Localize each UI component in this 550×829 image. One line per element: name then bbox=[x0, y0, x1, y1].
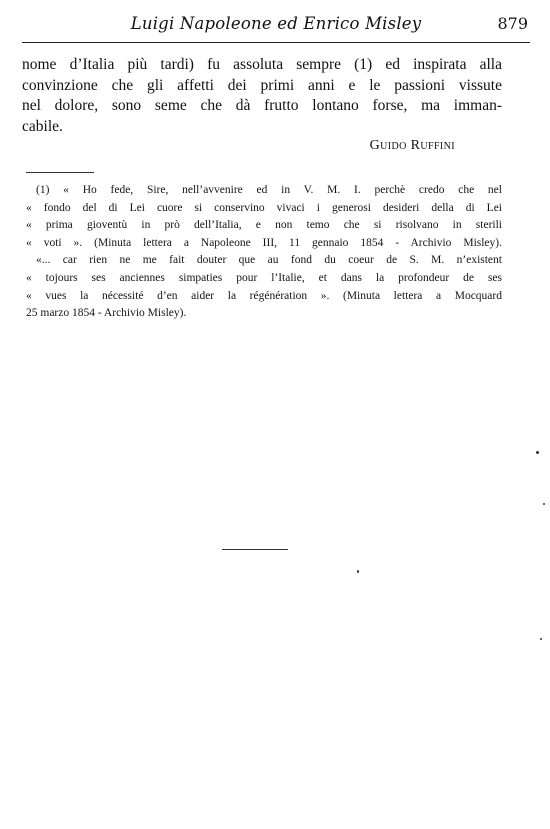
footnote-line: 25 marzo 1854 - Archivio Misley). bbox=[26, 307, 187, 320]
footnote-line: « voti ». (Minuta lettera a Napoleone III, 11 gennaio 1854 - Archivio Misley). bbox=[26, 236, 502, 249]
running-title: Luigi Napoleone ed Enrico Misley bbox=[130, 14, 422, 33]
scan-speck bbox=[536, 451, 539, 454]
body-line: convinzione che gli affetti dei primi anni e le passioni vissute bbox=[22, 76, 502, 94]
footnote-line: « tojours ses anciennes simpaties pour l’Italie, et dans la profondeur de ses bbox=[26, 271, 502, 284]
author-signature: Guido Ruffini bbox=[369, 138, 455, 153]
body-line: nome d’Italia più tardi) fu assoluta sempre (1) ed inspirata alla bbox=[22, 56, 502, 73]
footnote-line: « vues la nécessité d’en aider la régénération ». (Minuta lettera a Mocquard bbox=[26, 289, 502, 302]
footnote-line: «... car rien ne me fait douter que au fond du coeur de S. M. n’existent bbox=[36, 254, 502, 267]
scan-speck bbox=[540, 638, 542, 640]
header-rule bbox=[22, 42, 530, 43]
scan-speck bbox=[357, 570, 359, 573]
footnote-rule bbox=[26, 172, 94, 173]
section-rule bbox=[222, 549, 288, 550]
footnotes bbox=[26, 182, 502, 323]
footnote-line: « fondo del di Lei cuore si conservino vivaci i generosi desideri della di Lei bbox=[26, 201, 502, 214]
page-header bbox=[22, 14, 530, 36]
footnote-line: « prima gioventù in prò dell’Italia, e non temo che si risolvano in sterili bbox=[26, 219, 502, 232]
body-paragraph bbox=[22, 55, 502, 137]
scan-speck bbox=[543, 503, 545, 505]
body-line: nel dolore, sono seme che dà frutto lontano forse, ma imman- bbox=[22, 97, 502, 114]
body-line: cabile. bbox=[22, 117, 63, 135]
footnote-line: (1) « Ho fede, Sire, nell’avvenire ed in V. M. I. perchè credo che nel bbox=[36, 184, 502, 196]
page-number: 879 bbox=[497, 14, 528, 33]
